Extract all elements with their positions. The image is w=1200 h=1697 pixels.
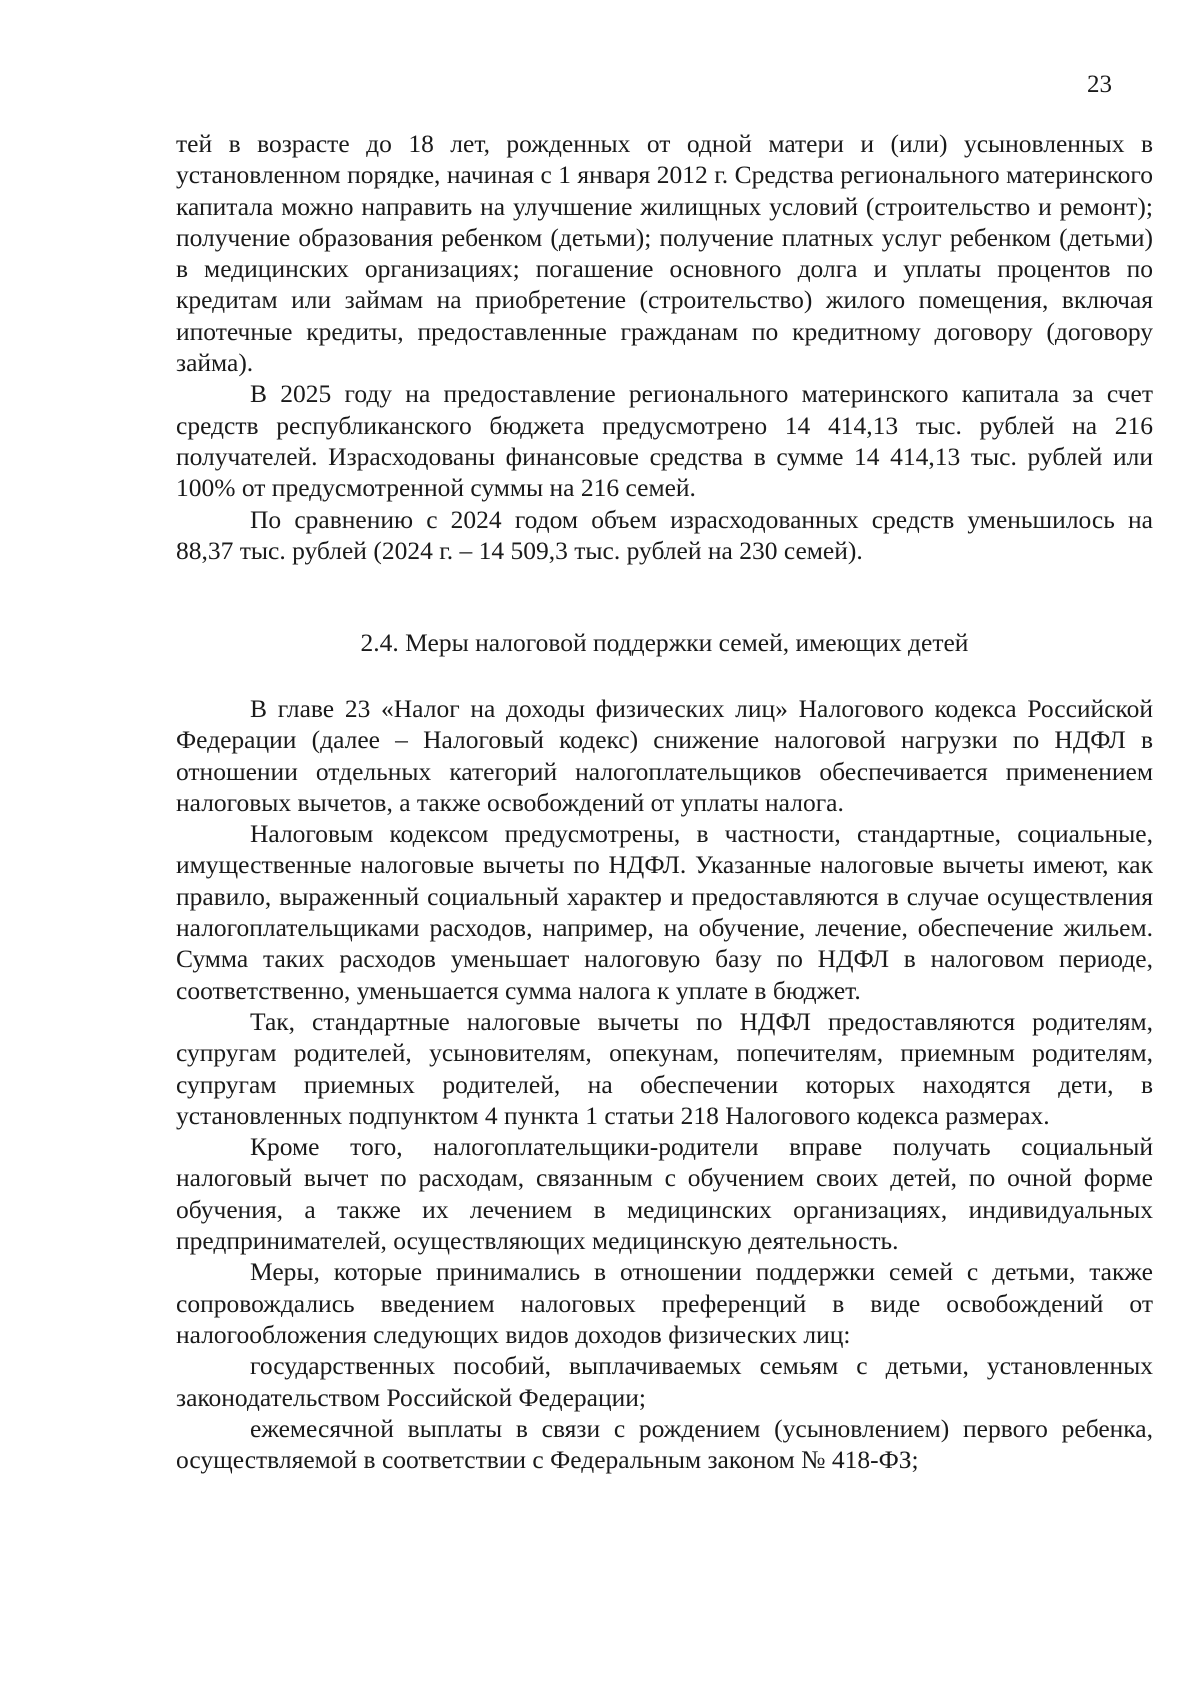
paragraph: ежемесячной выплаты в связи с рождением (усыновлением) первого ребенка, осуществляемой в соответствии с Федеральным законом № 418-ФЗ; xyxy=(176,1413,1153,1475)
paragraph: В 2025 году на предоставление регионального материнского капитала за счет средств республиканского бюджета предусмотрено 14 414,13 тыс. рублей на 216 получателей. Израсходованы финансовые средства в сумме 14 414,13 тыс. рублей или 100% от предусмотренной суммы на 216 семей. xyxy=(176,379,1153,503)
page-number: 23 xyxy=(1087,71,1112,98)
paragraph: Кроме того, налогоплательщики-родители вправе получать социальный налоговый вычет по расходам, связанным с обучением своих детей, по очной форме обучения, а также их лечением в медицинских организациях, индивидуальных предпринимателей, осуществляющих медицинскую деятельность. xyxy=(176,1132,1153,1256)
paragraph: тей в возрасте до 18 лет, рожденных от одной матери и (или) усыновленных в установленном порядке, начиная с 1 января 2012 г. Средства регионального материнского капитала можно направить на улучшение жилищных условий (строительство и ремонт); получение образования ребенком (детьми); получение платных услуг ребенком (детьми) в медицинских организациях; погашение основного долга и уплаты процентов по кредитам или займам на приобретение (строительство) жилого помещения, включая ипотечные кредиты, предоставленные гражданам по кредитному договору (договору займа). xyxy=(176,129,1153,378)
paragraph: Меры, которые принимались в отношении поддержки семей с детьми, также сопровождались введением налоговых преференций в виде освобождений от налогообложения следующих видов доходов физических лиц: xyxy=(176,1257,1153,1349)
paragraph: По сравнению с 2024 годом объем израсходованных средств уменьшилось на 88,37 тыс. рублей (2024 г. – 14 509,3 тыс. рублей на 230 семей). xyxy=(176,504,1153,565)
paragraph: Так, стандартные налоговые вычеты по НДФЛ предоставляются родителям, супругам родителей, усыновителям, опекунам, попечителям, приемным родителям, супругам приемных родителей, на обеспечении которых находятся дети, в установленных подпунктом 4 пункта 1 статьи 218 Налогового кодекса размерах. xyxy=(176,1006,1153,1130)
paragraph: государственных пособий, выплачиваемых семьям с детьми, установленных законодательством Российской Федерации; xyxy=(176,1351,1153,1412)
paragraph: Налоговым кодексом предусмотрены, в частности, стандартные, социальные, имущественные налоговые вычеты по НДФЛ. Указанные налоговые вычеты имеют, как правило, выраженный социальный характер и предоставляются в случае осуществления налогоплательщиками расходов, например, на обучение, лечение, обеспечение жильем. Сумма таких расходов уменьшает налоговую базу по НДФЛ в налоговом периоде, соответственно, уменьшается сумма налога к уплате в бюджет. xyxy=(176,819,1153,1005)
section-text-block xyxy=(176,693,1153,1475)
paragraph: В главе 23 «Налог на доходы физических лиц» Налогового кодекса Российской Федерации (далее – Налоговый кодекс) снижение налоговой нагрузки по НДФЛ в отношении отдельных категорий налогоплательщиков обеспечивается применением налоговых вычетов, а также освобождений от уплаты налога. xyxy=(176,694,1153,817)
section-heading: 2.4. Меры налоговой поддержки семей, имеющих детей xyxy=(360,628,969,657)
intro-text-block xyxy=(176,128,1153,566)
